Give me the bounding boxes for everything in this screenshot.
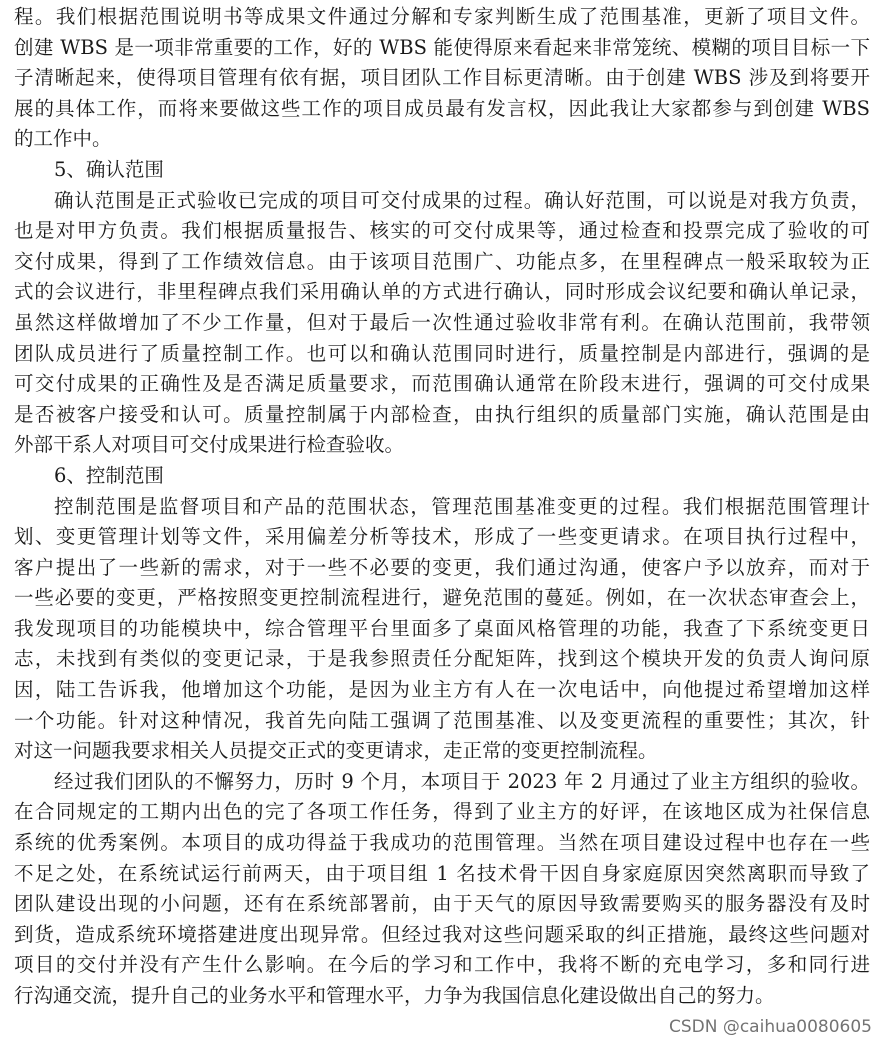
text-line: 划、变更管理计划等文件，采用偏差分析等技术，形成了一些变更请求。在项目执行过程中， — [14, 525, 870, 549]
text-line: 不足之处，在系统试运行前两天，由于项目组 1 名技术骨干因自身家庭原因突然离职而导致了 — [14, 861, 870, 885]
text-line: 式的会议进行，非里程碑点我们采用确认单的方式进行确认，同时形成会议纪要和确认单记录， — [14, 280, 870, 304]
text-line: 系统的优秀案例。本项目的成功得益于我成功的范围管理。当然在项目建设过程中也存在一些 — [14, 831, 870, 855]
text-line: 的工作中。 — [14, 127, 112, 151]
text-line: 经过我们团队的不懈努力，历时 9 个月，本项目于 2023 年 2 月通过了业主方组织的验收。 — [54, 769, 870, 793]
text-line: 一个功能。针对这种情况，我首先向陆工强调了范围基准、以及变更流程的重要性；其次，针 — [14, 708, 870, 732]
paragraph — [14, 492, 870, 767]
text-line: 是否被客户接受和认可。质量控制属于内部检查，由执行组织的质量部门实施，确认范围是由 — [14, 402, 870, 426]
text-line: 程。我们根据范围说明书等成果文件通过分解和专家判断生成了范围基准，更新了项目文件。 — [14, 5, 870, 28]
document-body — [14, 2, 870, 1012]
paragraph — [14, 186, 870, 461]
text-line: 志，未找到有类似的变更记录，于是我参照责任分配矩阵，找到这个模块开发的负责人询问原 — [14, 647, 870, 671]
text-line: 项目的交付并没有产生什么影响。在今后的学习和工作中，我将不断的充电学习，多和同行进 — [14, 953, 870, 977]
watermark: CSDN @caihua0080605 — [668, 1017, 872, 1037]
text-line: 团队建设出现的小问题，还有在系统部署前，由于天气的原因导致需要购买的服务器没有及时 — [14, 892, 870, 916]
text-line: 展的具体工作，而将来要做这些工作的项目成员最有发言权，因此我让大家都参与到创建 WBS — [14, 96, 870, 120]
text-line: 到货，造成系统环境搭建进度出现异常。但经过我对这些问题采取的纠正措施，最终这些问题对 — [14, 922, 870, 946]
text-line: 客户提出了一些新的需求，对于一些不必要的变更，我们通过沟通，使客户予以放弃，而对于 — [14, 555, 870, 579]
text-line: 交付成果，得到了工作绩效信息。由于该项目范围广、功能点多，在里程碑点一般采取较为正 — [14, 249, 870, 273]
text-line: 控制范围是监督项目和产品的范围状态，管理范围基准变更的过程。我们根据范围管理计 — [54, 494, 870, 518]
section-heading — [14, 461, 870, 492]
text-line: 可交付成果的正确性及是否满足质量要求，而范围确认通常在阶段末进行，强调的可交付成果 — [14, 372, 870, 396]
text-line: 5、确认范围 — [54, 157, 164, 181]
paragraph — [14, 2, 870, 155]
text-line: 也是对甲方负责。我们根据质量报告、核实的可交付成果等，通过检查和投票完成了验收的可 — [14, 219, 870, 243]
text-line: 确认范围是正式验收已完成的项目可交付成果的过程。确认好范围，可以说是对我方负责， — [54, 188, 870, 212]
section-heading — [14, 155, 870, 186]
text-line: 外部干系人对项目可交付成果进行检查验收。 — [14, 433, 405, 457]
text-line: 创建 WBS 是一项非常重要的工作，好的 WBS 能使得原来看起来非常笼统、模糊的项目目标一下 — [14, 35, 870, 59]
text-line: 因，陆工告诉我，他增加这个功能，是因为业主方有人在一次电话中，向他提过希望增加这样 — [14, 678, 870, 702]
text-line: 我发现项目的功能模块中，综合管理平台里面多了桌面风格管理的功能，我查了下系统变更日 — [14, 616, 870, 640]
text-line: 在合同规定的工期内出色的完了各项工作任务，得到了业主方的好评，在该地区成为社保信息 — [14, 800, 870, 824]
text-line: 子清晰起来，使得项目管理有依有据，项目团队工作目标更清晰。由于创建 WBS 涉及到将要开 — [14, 66, 870, 90]
text-line: 对这一问题我要求相关人员提交正式的变更请求，走正常的变更控制流程。 — [14, 739, 658, 763]
text-line: 6、控制范围 — [54, 463, 164, 487]
text-line: 虽然这样做增加了不少工作量，但对于最后一次性通过验收非常有利。在确认范围前，我带领 — [14, 310, 870, 334]
paragraph — [14, 767, 870, 1012]
text-line: 一些必要的变更，严格按照变更控制流程进行，避免范围的蔓延。例如，在一次状态审查会上， — [14, 586, 870, 610]
text-line: 行沟通交流，提升自己的业务水平和管理水平，力争为我国信息化建设做出自己的努力。 — [14, 984, 775, 1007]
text-line: 团队成员进行了质量控制工作。也可以和确认范围同时进行，质量控制是内部进行，强调的是 — [14, 341, 870, 365]
